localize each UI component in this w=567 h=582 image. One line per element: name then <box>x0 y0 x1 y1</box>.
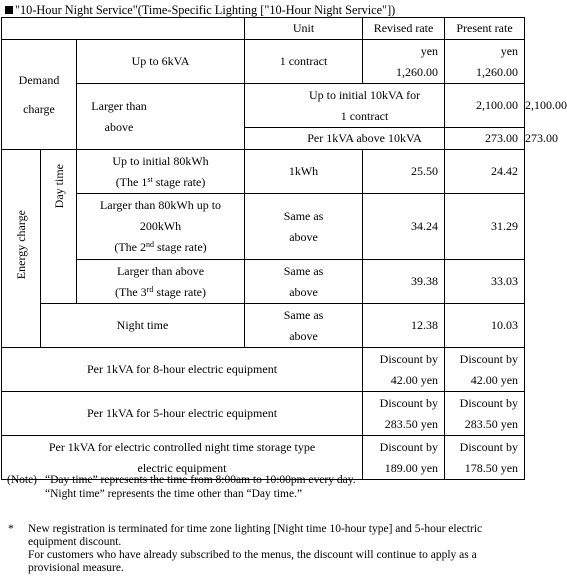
header-revised: Revised rate <box>363 18 445 40</box>
table-row <box>2 194 525 260</box>
discount-8-hour-revised: Discount by 42.00 yen <box>363 348 445 392</box>
header-blank <box>2 18 245 40</box>
discount-storage-revised: Discount by 189.00 yen <box>363 436 445 480</box>
night-revised: 12.38 <box>363 304 445 348</box>
discount-storage: Per 1kVA for electric controlled night time storage type electric equipment <box>2 436 363 480</box>
table-row <box>2 150 525 194</box>
discount-8-hour-present: Discount by 42.00 yen <box>445 348 525 392</box>
footnote: * New registration is terminated for time zone lighting [Night time 10-hour type] and 5-hour electric equipment discount. For customers who have already subscribed to the menus, the discount will continue to apply as a provisional measure. <box>8 523 483 574</box>
stage-3-present: 33.03 <box>445 260 525 304</box>
daytime-label: Day time <box>41 150 77 304</box>
night-present: 10.03 <box>445 304 525 348</box>
night-time: Night time <box>41 304 245 348</box>
discount-storage-present: Discount by 178.50 yen <box>445 436 525 480</box>
discount-5-hour: Per 1kVA for 5-hour electric equipment <box>2 392 363 436</box>
unit-1-contract: 1 contract <box>245 40 363 84</box>
unit-same-as-above: Same as above <box>245 260 363 304</box>
table-row <box>2 40 525 84</box>
discount-8-hour: Per 1kVA for 8-hour electric equipment <box>2 348 363 392</box>
table-row: Per 1kVA above 10kVA 273.00 273.00 <box>2 128 525 150</box>
table-row <box>2 304 525 348</box>
per-kva-above-10: Per 1kVA above 10kVA <box>245 128 445 150</box>
discount-5-hour-revised: Discount by 283.50 yen <box>363 392 445 436</box>
energy-charge-label: Energy charge <box>2 150 41 348</box>
rate-table <box>1 17 567 480</box>
note: (Note) “Day time” represents the time from 8:00am to 10:00pm every day. “Night time” represents the time other than “Day time.” <box>7 474 356 500</box>
stage-2-present: 31.29 <box>445 194 525 260</box>
stage-1-present: 24.42 <box>445 150 525 194</box>
stage-3-revised: 39.38 <box>363 260 445 304</box>
per-kva-revised: 273.00 <box>445 128 525 150</box>
unit-same-as-above: Same as above <box>245 304 363 348</box>
initial-10kva-revised: 2,100.00 <box>445 84 525 128</box>
demand-charge-label: Demand charge <box>2 40 77 150</box>
stage-3: Larger than above (The 3rd stage rate) <box>77 260 245 304</box>
stage-2: Larger than 80kWh up to 200kWh (The 2nd stage rate) <box>77 194 245 260</box>
table-row: Larger than above Up to initial 10kVA for 1 contract 2,100.00 2,100.00 <box>2 84 525 128</box>
table-title: "10-Hour Night Service"(Time-Specific Lighting ["10-Hour Night Service"]) <box>5 3 395 18</box>
stage-1: Up to initial 80kWh (The 1st stage rate) <box>77 150 245 194</box>
unit-same-as-above: Same as above <box>245 194 363 260</box>
table-row <box>2 348 525 392</box>
asterisk-mark: * <box>8 523 14 535</box>
discount-5-hour-present: Discount by 283.50 yen <box>445 392 525 436</box>
square-bullet-icon <box>5 6 13 14</box>
up-to-6kva: Up to 6kVA <box>77 40 245 84</box>
up-to-6kva-present: yen 1,260.00 <box>445 40 525 84</box>
larger-than-above: Larger than above <box>77 84 245 150</box>
table-row <box>2 392 525 436</box>
up-to-6kva-revised: yen 1,260.00 <box>363 40 445 84</box>
stage-2-revised: 34.24 <box>363 194 445 260</box>
header-unit: Unit <box>245 18 363 40</box>
initial-10kva: Up to initial 10kVA for 1 contract <box>245 84 445 128</box>
table-header-row <box>2 18 525 40</box>
unit-1kwh: 1kWh <box>245 150 363 194</box>
header-present: Present rate <box>445 18 525 40</box>
stage-1-revised: 25.50 <box>363 150 445 194</box>
table-row <box>2 260 525 304</box>
